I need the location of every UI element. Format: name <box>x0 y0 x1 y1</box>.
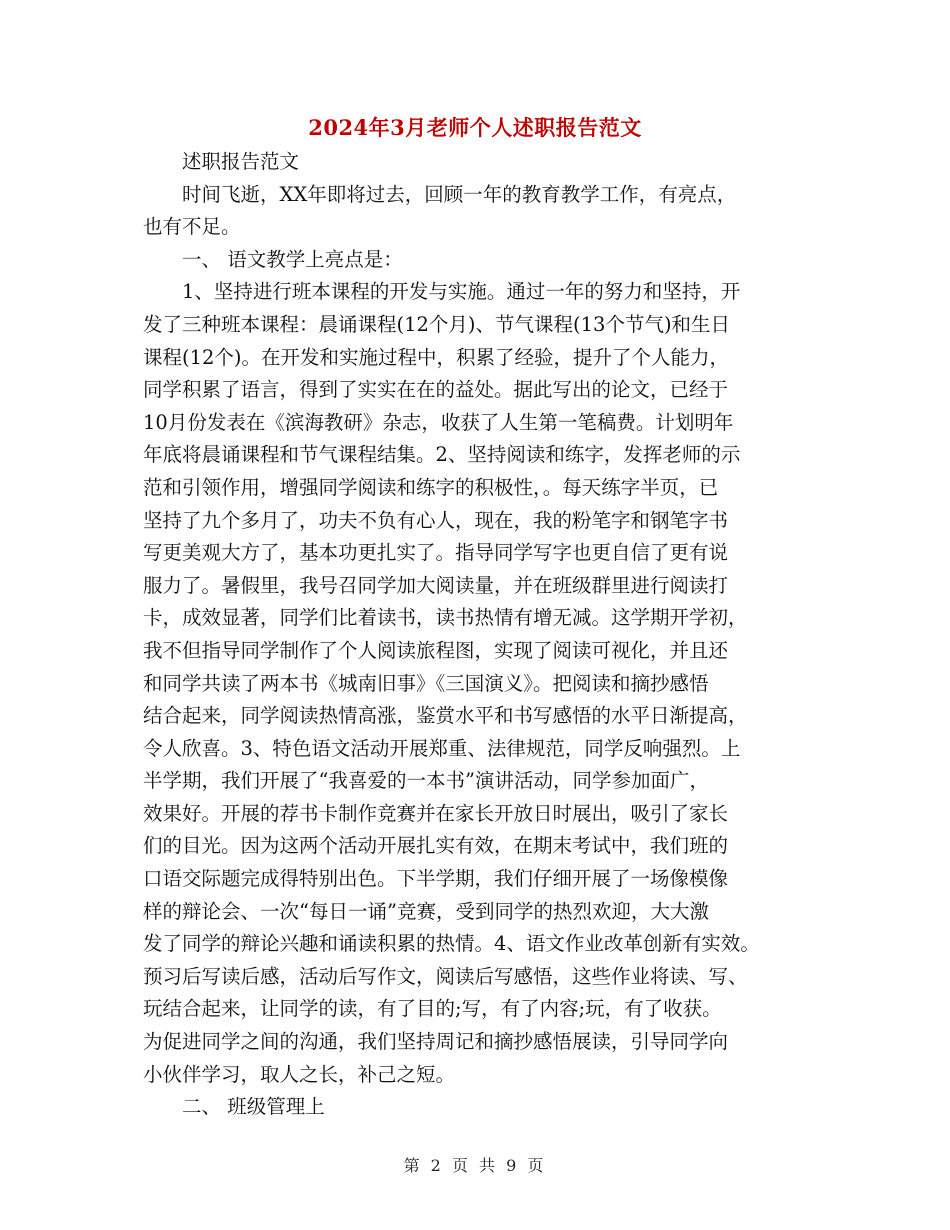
text-line: 卡，成效显著，同学们比着读书，读书热情有增无减。这学期开学初， <box>143 606 748 630</box>
section-heading: 一、 语文教学上亮点是： <box>182 247 403 271</box>
text-line: 发了三种班本课程：晨诵课程(12个月)、节气课程(13个节气)和生日 <box>143 312 731 336</box>
text-line: 和同学共读了两本书《城南旧事》《三国演义》。把阅读和摘抄感悟 <box>143 671 709 695</box>
document-title: 2024年3月老师个人述职报告范文 <box>308 115 642 140</box>
text-line: 也有不足。 <box>143 215 241 239</box>
text-line: 口语交际题完成得特别出色。下半学期，我们仔细开展了一场像模像 <box>143 867 729 891</box>
text-line: 半学期，我们开展了“我喜爱的一本书”演讲活动，同学参加面广， <box>143 769 709 793</box>
text-line: 10月份发表在《滨海教研》杂志，收获了人生第一笔稿费。计划明年 <box>143 410 734 434</box>
text-line: 样的辩论会、一次“每日一诵”竞赛，受到同学的热烈欢迎，大大激 <box>143 899 709 923</box>
paragraph-heading-2 <box>143 1091 808 1124</box>
paragraph-subtitle <box>143 146 808 179</box>
section-heading: 二、 班级管理上 <box>182 1095 325 1119</box>
text-line: 课程(12个)。在开发和实施过程中，积累了经验，提升了个人能力， <box>143 345 730 369</box>
document-body <box>143 146 808 1124</box>
text-line: 们的目光。因为这两个活动开展扎实有效，在期末考试中，我们班的 <box>143 834 729 858</box>
text-line: 同学积累了语言，得到了实实在在的益处。据此写出的论文，已经于 <box>143 378 729 402</box>
text-line: 令人欣喜。3、特色语文活动开展郑重、法律规范，同学反响强烈。上 <box>143 736 741 760</box>
page-footer: 第 2 页 共 9 页 <box>403 1156 547 1175</box>
text-line: 为促进同学之间的沟通，我们坚持周记和摘抄感悟展读，引导同学向 <box>143 1030 729 1054</box>
text-line: 我不但指导同学制作了个人阅读旅程图，实现了阅读可视化，并且还 <box>143 638 729 662</box>
text-line: 发了同学的辩论兴趣和诵读积累的热情。4、语文作业改革创新有实效。 <box>143 932 760 956</box>
text-line: 服力了。暑假里，我号召同学加大阅读量，并在班级群里进行阅读打 <box>143 573 729 597</box>
text-line: 小伙伴学习，取人之长，补己之短。 <box>143 1062 456 1086</box>
paragraph-teaching <box>143 276 808 1091</box>
text-line: 范和引领作用，增强同学阅读和练字的积极性，。每天练字半页，已 <box>143 475 719 499</box>
paragraph-heading-1 <box>143 244 808 277</box>
text-line: 结合起来，同学阅读热情高涨，鉴赏水平和书写感悟的水平日渐提高， <box>143 704 748 728</box>
paragraph-intro <box>143 179 808 244</box>
text-line: 写更美观大方了，基本功更扎实了。指导同学写字也更自信了更有说 <box>143 541 729 565</box>
text-line: 时间飞逝，XX年即将过去，回顾一年的教育教学工作，有亮点， <box>182 182 737 206</box>
text-line: 述职报告范文 <box>182 150 300 173</box>
text-line: 效果好。开展的荐书卡制作竞赛并在家长开放日时展出，吸引了家长 <box>143 801 729 825</box>
text-line: 1、坚持进行班本课程的开发与实施。通过一年的努力和坚持，开 <box>182 280 741 304</box>
text-line: 年底将晨诵课程和节气课程结集。2、坚持阅读和练字，发挥老师的示 <box>143 443 741 467</box>
text-line: 预习后写读后感，活动后写作文，阅读后写感悟，这些作业将读、写、 <box>143 964 748 988</box>
text-line: 坚持了九个多月了，功夫不负有心人，现在，我的粉笔字和钢笔字书 <box>143 508 729 532</box>
text-line: 玩结合起来，让同学的读，有了目的;写，有了内容;玩，有了收获。 <box>143 997 722 1021</box>
